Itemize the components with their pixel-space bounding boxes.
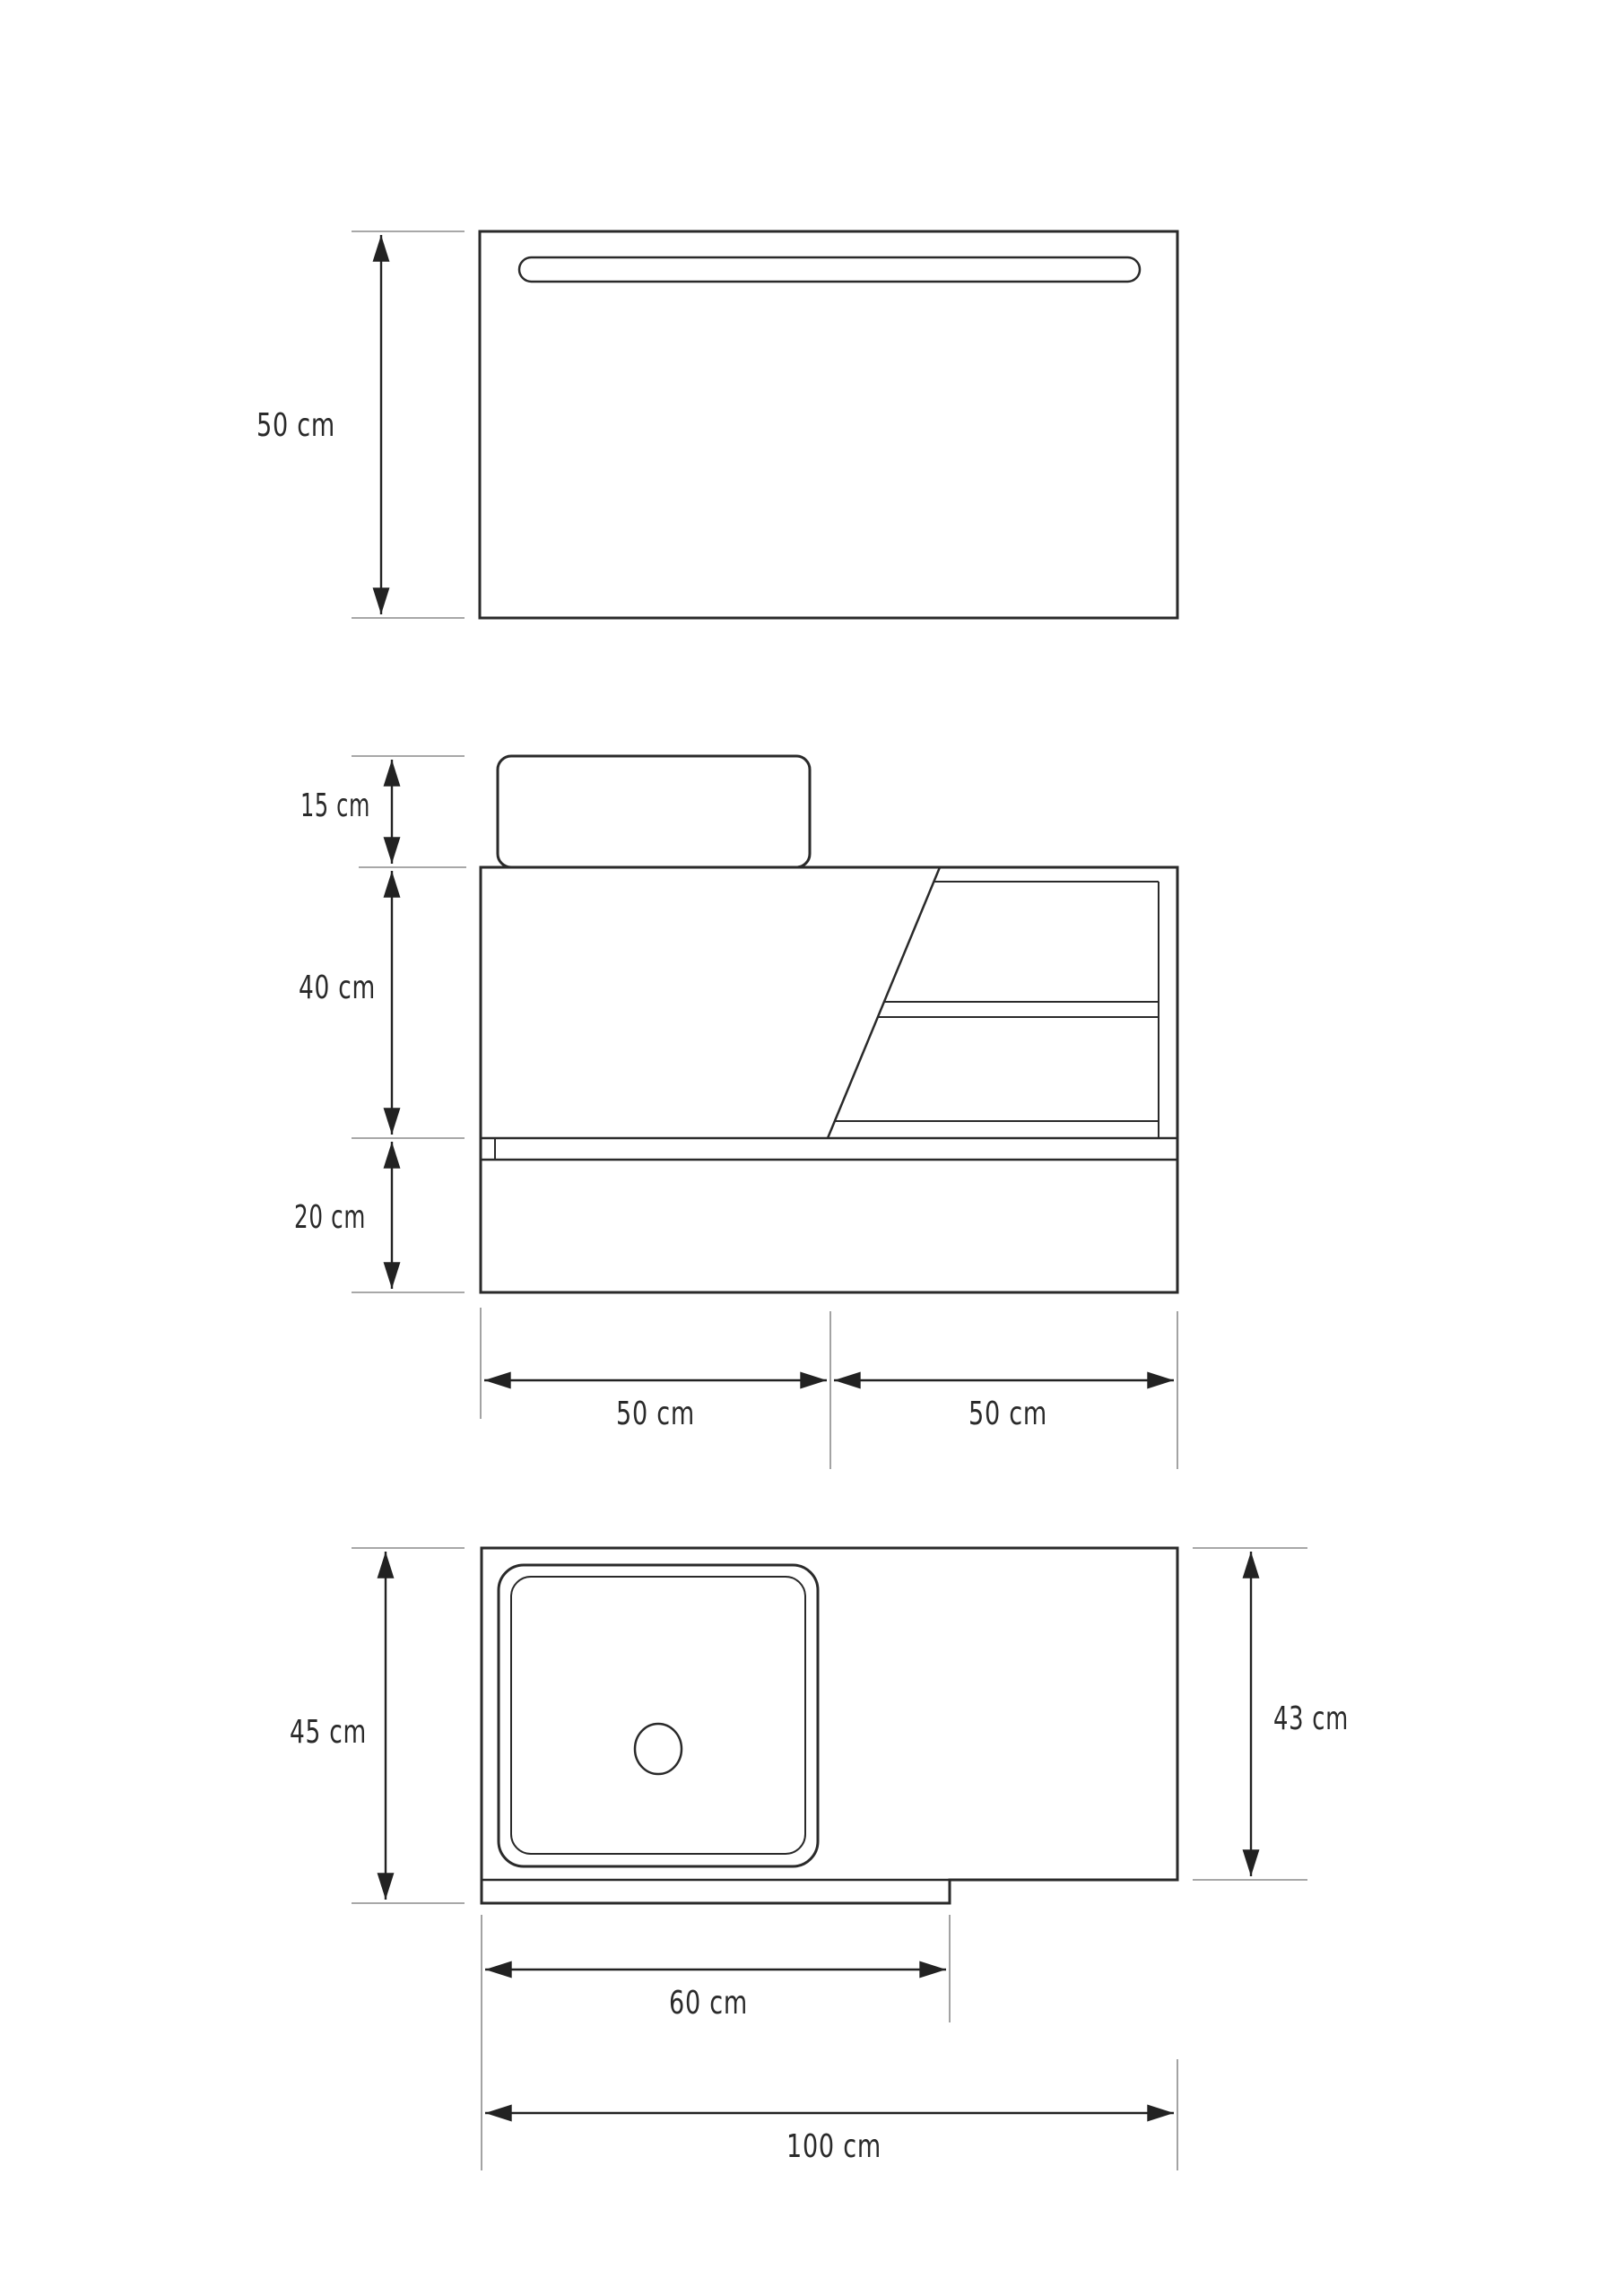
basin-front-outline: [498, 756, 810, 867]
dim-label-plinth-height: 20 cm: [294, 1199, 366, 1236]
dim-plinth-height: [294, 1142, 465, 1292]
dim-label-cabinet-height: 40 cm: [299, 970, 376, 1006]
mirror-front-view: [256, 231, 1177, 618]
vanity-front-view: [294, 756, 1177, 1469]
mirror-led-light-slot: [519, 257, 1140, 282]
dim-label-basin-height: 15 cm: [300, 787, 370, 824]
basin-plan-inner: [511, 1577, 805, 1854]
dim-plan-depth-right: [1193, 1548, 1349, 1880]
dim-label-plan-total-width: 100 cm: [786, 2128, 881, 2165]
dim-basin-height: [300, 756, 466, 867]
drain-hole: [635, 1724, 682, 1774]
dim-label-front-width-left: 50 cm: [616, 1396, 695, 1432]
basin-plan-outer: [499, 1565, 818, 1866]
vanity-plan-view: [290, 1548, 1349, 2170]
dim-label-plan-basin-width: 60 cm: [669, 1985, 748, 2022]
dim-label-plan-depth-left: 45 cm: [290, 1714, 367, 1751]
mirror-outline: [480, 231, 1177, 618]
cabinet-body-outline: [481, 867, 1177, 1292]
dim-plan-depth-left: [290, 1548, 465, 1903]
dim-cabinet-height: [299, 871, 465, 1138]
dim-label-plan-depth-right: 43 cm: [1273, 1700, 1349, 1737]
dim-label-front-width-right: 50 cm: [968, 1396, 1047, 1432]
dim-front-widths: [481, 1308, 1177, 1469]
dim-mirror-height: [256, 231, 465, 618]
dim-label-mirror-height: 50 cm: [256, 407, 335, 444]
countertop-outline: [482, 1548, 1177, 1903]
dim-plan-total-width: [485, 2059, 1177, 2170]
